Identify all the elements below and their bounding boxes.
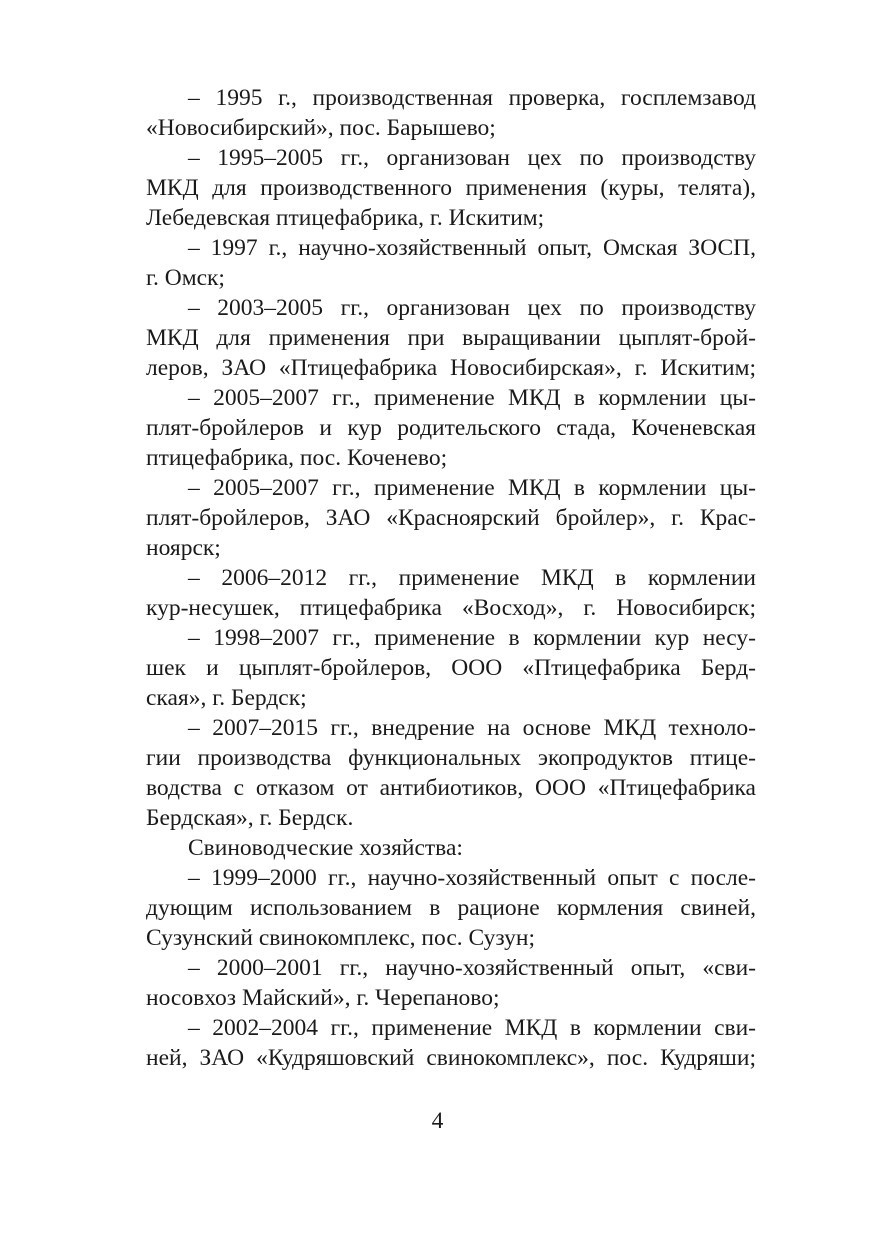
text-line: носовхоз Майский», г. Черепаново; [146,985,500,1011]
text-line: Бердская», г. Бердск. [146,805,354,831]
text-line: плят-бройлеров и кур родительского стада, Коченевская [146,415,756,441]
page-number: 4 [431,1108,444,1134]
text-line: кур-несушек, птицефабрика «Восход», г. Новосибирск; [146,595,756,621]
text-line: МКД для производственного применения (куры, телята), [146,175,756,201]
text-line: – 1999–2000 гг., научно-хозяйственный опыт с после- [188,865,756,891]
text-line: – 1998–2007 гг., применение в кормлении кур несу- [188,625,756,651]
text-line: МКД для применения при выращивании цыплят-брой- [146,325,756,351]
text-line: ская», г. Бердск; [146,685,307,711]
text-line: гии производства функциональных экопродуктов птице- [146,745,756,771]
text-line: леров, ЗАО «Птицефабрика Новосибирская», г. Искитим; [146,355,756,381]
text-line: Лебедевская птицефабрика, г. Искитим; [146,205,545,231]
text-line: – 2005–2007 гг., применение МКД в кормлении цы- [188,475,756,501]
text-line: птицефабрика, пос. Коченево; [146,445,448,471]
text-line: – 2003–2005 гг., организован цех по производству [188,295,756,321]
text-line: шек и цыплят-бройлеров, ООО «Птицефабрика Берд- [146,655,756,681]
text-line: – 2002–2004 гг., применение МКД в кормлении сви- [188,1015,756,1041]
text-line: – 2006–2012 гг., применение МКД в кормлении [188,565,756,591]
text-line: – 2000–2001 гг., научно-хозяйственный опыт, «сви- [188,955,756,981]
text-line: дующим использованием в рационе кормления свиней, [146,895,756,921]
section-heading: Свиноводческие хозяйства: [188,835,463,861]
text-line: водства с отказом от антибиотиков, ООО «Птицефабрика [146,775,756,801]
text-line: – 1995–2005 гг., организован цех по производству [188,145,756,171]
text-line: Сузунский свинокомплекс, пос. Сузун; [146,925,535,951]
text-line: «Новосибирский», пос. Барышево; [146,115,496,141]
text-line: г. Омск; [146,265,225,291]
text-line: – 1995 г., производственная проверка, госплемзавод [188,85,756,111]
text-line: ноярск; [146,535,221,561]
text-line: – 2005–2007 гг., применение МКД в кормлении цы- [188,385,756,411]
text-line: ней, ЗАО «Кудряшовский свинокомплекс», пос. Кудряши; [146,1045,756,1071]
text-line: – 2007–2015 гг., внедрение на основе МКД техноло- [188,715,756,741]
text-line: – 1997 г., научно-хозяйственный опыт, Омская ЗОСП, [188,235,756,261]
body-text [146,83,756,1073]
text-line: плят-бройлеров, ЗАО «Красноярский бройлер», г. Крас- [146,505,756,531]
